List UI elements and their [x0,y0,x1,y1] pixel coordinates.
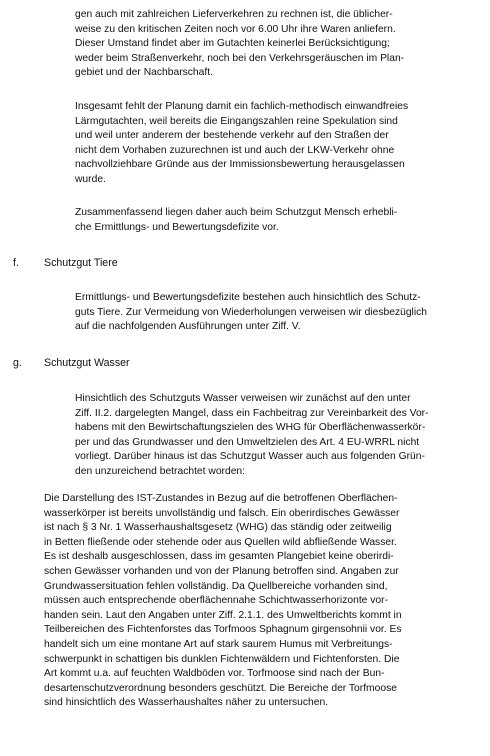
text-line: sind hinsichtlich des Wasserhaushaltes näher zu untersuchen. [44,697,329,709]
text-line: weise zu den kritischen Zeiten noch vor 6.00 Uhr ihre Waren anliefern. [75,23,396,35]
text-line: handelt sich um eine montane Art auf stark saurem Humus mit Verbreitungs- [44,638,393,650]
text-line: Insgesamt fehlt der Planung damit ein fachlich-methodisch einwandfreies [75,101,409,112]
text-line: schwerpunkt in schattigen bis dunklen Fichtenwäldern und Fichtenforsten. Die [44,653,400,665]
text-line: Zusammenfassend liegen daher auch beim Schutzgut Mensch erhebli- [75,207,398,218]
section-g-paragraph-1 [75,392,470,480]
paragraph-summary [75,206,470,235]
text-line: wasserkörper ist bereits unvollständig und falsch. Ein oberirdisches Gewässer [44,507,400,519]
text-line: Grundwassersituation fehlen vollständig. Da Quellbereiche vorhanden sind, [44,580,388,592]
section-g-title: Schutzgut Wasser [44,357,130,369]
paragraph-noise-assessment [75,100,470,188]
text-line: che Ermittlungs- und Bewertungsdefizite vor. [75,221,279,233]
text-line: gebiet und der Nachbarschaft. [75,67,213,79]
text-line: desartenschutzverordnung besonders geschützt. Die Bereiche der Torfmoose [44,682,397,694]
text-line: habens mit den Bewirtschaftungszielen des WHG für Oberflächenwasserkör- [75,422,426,434]
text-line: handen sein. Laut den Angaben unter Ziff. 2.1.1. des Umweltberichts kommt in [44,609,402,621]
text-line: vorliegt. Darüber hinaus ist das Schutzgut Wasser auch aus folgenden Grün- [75,451,425,463]
text-line: Teilbereichen des Fichtenforstes das Torfmoos Sphagnum girgensohnii vor. Es [44,624,402,636]
text-line: Lärmgutachten, weil bereits die Eingangszahlen reine Spekulation sind [75,115,398,127]
section-g-paragraph-2 [44,492,474,711]
text-line: Ermittlungs- und Bewertungsdefizite bestehen auch hinsichtlich des Schutz- [75,292,421,303]
text-line: Ziff. II.2. dargelegten Mangel, dass ein Fachbeitrag zur Vereinbarkeit des Vor- [75,407,429,419]
text-line: gen auch mit zahlreichen Lieferverkehren zu rechnen ist, die üblicher- [75,9,393,20]
text-line: ist nach § 3 Nr. 1 Wasserhaushaltsgesetz (WHG) das ständig oder zeitweilig [44,522,392,534]
text-line: Art kommt u.a. auf feuchten Waldböden vor. Torfmoose sind nach der Bun- [44,668,385,680]
section-f-title: Schutzgut Tiere [44,257,118,269]
text-line: guts Tiere. Zur Vermeidung von Wiederholungen verweisen wir diesbezüglich [75,306,427,318]
section-g-marker: g. [13,357,22,369]
text-line: weder beim Straßenverkehr, noch bei den Verkehrsgeräuschen im Plan- [75,52,405,64]
text-line: in Betten fließende oder stehende oder aus Quellen wild abfließende Wasser. [44,536,397,548]
text-line: nachvollziehbare Gründe aus der Immissionsbewertung herausgelassen [75,159,405,171]
text-line: Es ist deshalb ausgeschlossen, dass im gesamten Plangebiet keine oberirdi- [44,551,394,563]
text-line: müssen auch entsprechende oberflächennahe Schichtwasserhorizonte vor- [44,595,389,607]
text-line: und weil unter anderem der bestehende verkehr auf den Straßen der [75,130,389,142]
text-line: nicht dem Vorhaben zuzurechnen ist und auch der LKW-Verkehr ohne [75,144,395,156]
text-line: wurde. [75,173,106,185]
text-line: Dieser Umstand findet aber im Gutachten keinerlei Berücksichtigung; [75,38,390,50]
text-line: Die Darstellung des IST-Zustandes in Bezug auf die betroffenen Oberflächen- [44,493,398,504]
text-line: auf die nachfolgenden Ausführungen unter Ziff. V. [75,321,301,333]
section-f-marker: f. [13,257,19,269]
section-f-body [75,291,470,335]
text-line: Hinsichtlich des Schutzguts Wasser verweisen wir zunächst auf den unter [75,393,411,404]
text-line: den unzureichend betrachtet worden: [75,465,246,477]
text-line: schen Gewässer vorhanden und von der Planung betroffen sind. Angaben zur [44,565,399,577]
paragraph-traffic-noise [75,8,470,81]
text-line: per und das Grundwasser und den Umweltzielen des Art. 4 EU-WRRL nicht [75,436,420,448]
